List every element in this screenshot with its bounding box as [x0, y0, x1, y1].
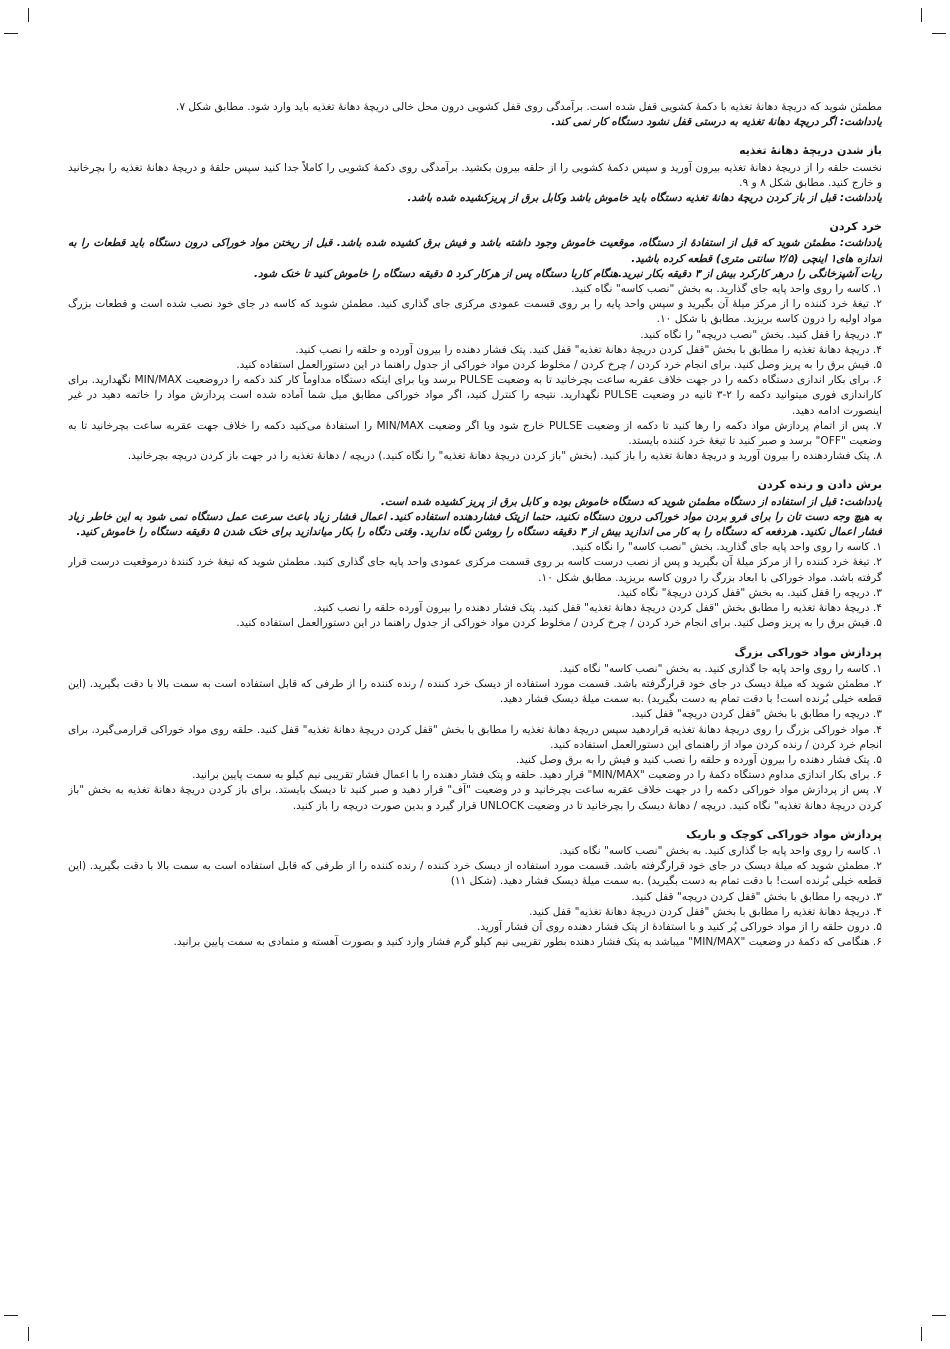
chopping-note: یادداشت: مطمئن شوید که قبل از استفادهٔ از دستگاه، موقعیت خاموش وجود داشته باشد و فیش برق کشیده شده باشد. قبل از ریختن مواد خوراکی درون دستگاه باید قطعات را به اندازه های۱ اینچی (۲/۵ سانتی متری) قطعه کرده باشید.: [68, 237, 882, 265]
intro-note: یادداشت: اگر دریچهٔ دهانهٔ تغذیه به درستی قفل نشود دستگاه کار نمی کند.: [551, 116, 882, 129]
crop-mark: [932, 1315, 946, 1316]
step-item: ۱. کاسه را روی واحد پایه جا گذاری کنید. به بخش "نصب کاسه" نگاه کنید.: [559, 662, 882, 675]
crop-mark: [4, 1315, 18, 1316]
step-item: ۳. دریچه را مطابق با بخش "قفل کردن دریچه" قفل کنید.: [631, 890, 882, 903]
small-food-section: [68, 827, 882, 951]
step-item: ۶. برای بکار اندازی دستگاه دکمه را در جهت خلاف عقربه ساعت بچرخانید تا به وضعیت PULSE برسد ویا برای اینکه دستگاه مداوماً کار کند دکمه را دروضعیت MIN/MAX نگهدارید. برای کاراندازی فوری میتوانید دکمه را ۲-۳ ثانیه در وضعیت PULSE نگهدارید. نتیجه را کنترل کنید، اگر مواد خوراکی مطابق میل شما آماده شده است پردازش مواد را خاتمه دهید در غیر اینصورت ادامه دهید.: [68, 374, 882, 417]
open-feed-section: [68, 143, 882, 206]
section-heading: باز شدن دریچهٔ دهانهٔ تغذیه: [739, 144, 882, 158]
step-item: ۶. برای بکار اندازی مداوم دستگاه دکمهٔ را در وضعیت "MIN/MAX" قرار دهید. حلقه و پتک فشار دهنده را با اعمال فشار تقریبی نیم کیلو به سمت پایین برانید.: [192, 769, 882, 782]
step-item: ۳. دریچه را مطابق با بخش "قفل کردن دریچه" قفل کنید.: [631, 708, 882, 721]
step-item: ۵. فیش برق را به پریز وصل کنید. برای انجام خرد کردن / چرخ کردن / مخلوط کردن مواد خوراکی از جدول راهنما در این دستورالعمل استفاده کنید.: [236, 617, 882, 630]
step-item: ۷. پس از پردازش مواد خوراکی دکمه را در جهت خلاف عقربه ساعت بچرخانید و در وضعیت "آف" قرار دهید و صبر کنید تا دیسک بایستد. برای باز کردن دریچهٔ دهانهٔ تغذیه به بخش "باز کردن دریچهٔ دهانهٔ تغذیه" نگاه کنید. دریچه / دهانهٔ دیسک را بچرخانید تا در وضعیت UNLOCK قرار گیرد و بدین صورت دریچه را باز کنید.: [68, 784, 882, 812]
slicing-note: یادداشت: قبل از استفاده از دستگاه مطمئن شوید که دستگاه خاموش بوده و کابل برق از پریز کشیده شده است.: [380, 495, 882, 508]
open-feed-note: یادداشت: قبل از باز کردن دریچهٔ دهانهٔ تغذیه دستگاه باید خاموش باشد وکابل برق از پریزکشیده شده باشد.: [407, 192, 882, 205]
step-item: ۴. مواد خوراکی بزرگ را روی دریچهٔ دهانهٔ تغذیه قراردهید سپس دریچهٔ دهانهٔ تغذیه را مطابق با بخش "قفل کردن دریچهٔ دهانهٔ تغذیه" قفل کنید. حلقه روی مواد خوراکی قرارمی‌گیرد. برای انجام خرد کردن / رنده کردن مواد از راهنمای این دستورالعمل استفاده کنید.: [68, 723, 882, 751]
crop-mark: [921, 1327, 922, 1341]
step-item: ۳. دریچه را قفل کنید. به بخش "قفل کردن دریچهٔ" نگاه کنید.: [616, 586, 882, 599]
step-item: ۷. پس از اتمام پردازش مواد دکمه را رها کنید تا دکمه از وضعیت PULSE خارج شود ویا اگر وضعیت MIN/MAX را استفادهٔ می‌کنید دکمه را خلاف جهت عقربه ساعت بچرخانید تا به وضعیت "OFF" برسد و صبر کنید تا تیغهٔ خرد کننده بایستد.: [68, 419, 882, 448]
chopping-section: [68, 219, 882, 464]
step-item: ۴. دریچهٔ دهانهٔ تغذیه را مطابق با بخش "قفل کردن دریچهٔ دهانهٔ تغذیه" قفل کنید.: [529, 905, 882, 918]
section-heading: پردازش مواد خوراکی کوچک و باریک: [686, 827, 882, 841]
slicing-section: [68, 477, 882, 631]
step-item: ۶. هنگامی که دکمهٔ در وضعیت "MIN/MAX" میباشد به پتک فشار دهنده بطور تقریبی نیم کیلو گرم فشار وارد کنید و بصورت آهسته و متمادی به سمت پایین برانید.: [173, 936, 882, 949]
step-item: ۳. دریچهٔ را قفل کنید. بخش "نصب دریچه" را نگاه کنید.: [640, 328, 882, 341]
step-item: ۴. دریچهٔ دهانهٔ تغذیه را مطابق با بخش "قفل کردن دریچهٔ دهانهٔ تغذیه" قفل کنید. پتک فشار دهنده را بیرون آورده و حلقه را نصب کنید.: [295, 343, 882, 356]
crop-mark: [932, 33, 946, 34]
step-item: ۱. کاسه را روی واحد پایه جای گذارید. بخش "نصب کاسه" را نگاه کنید.: [571, 541, 882, 554]
step-item: ۱. کاسه را روی واحد پایه جای گذارید. به بخش "نصب کاسه" نگاه کنید.: [571, 283, 882, 296]
step-item: ۵. فیش برق را به پریز وصل کنید. برای انجام خرد کردن / چرخ کردن / مخلوط کردن مواد خوراکی از جدول راهنما در این دستورالعمل استفاده کنید.: [236, 359, 882, 372]
intro-section: [68, 100, 882, 130]
section-heading: برش دادن و رنده کردن: [757, 478, 882, 492]
step-item: ۲. تیغهٔ خرد کننده را از مرکز میلهٔ آن بگیرید و پس از نصب درست کاسه بر روی قسمت مرکزی عمودی واحد پایه جای گذاری کنید. مطمئن شوید که تیغهٔ خرد کنندهٔ درموقعیت درست قرار گرفته باشد. مواد خوراکی با ابعاد بزرگ را درون کاسه بریزید. مطابق شکل ۱۰.: [68, 556, 882, 584]
open-feed-text: نخست حلقه را از دریچهٔ دهانهٔ تغذیه بیرون آورید و سپس دکمهٔ کشویی را از حلقه بیرون بکشید. برآمدگی روی دکمهٔ کشویی را کاملاً جدا کنید سپس حلقهٔ و دریچهٔ دهانهٔ تغذیه را بچرخانید و خارج کنید. مطابق شکل ۸ و ۹.: [68, 161, 882, 189]
slicing-note-2: به هیچ وجه دست تان را برای فرو بردن مواد خوراکی درون دستگاه نکنید، حتما ازپتک فشاردهنده استفاده کنید. اعمال فشار زیاد باعث سرعت عمل دستگاه نمی شود به این خاطر زیاد فشار اعمال نکنید. هردفعه که دستگاه را به کار می اندازید بیش از ۳ دقیقه دستگاه را روشن نگاه ندارید. وقتی دتگاه را بکار میاندازید برای خنک شدن ۵ دقیقه دستگاه را خاموش کنید.: [68, 510, 882, 539]
crop-mark: [921, 8, 922, 22]
crop-mark: [4, 33, 18, 34]
intro-text: مطمئن شوید که دریچهٔ دهانهٔ تغذیه با دکمهٔ کشویی قفل شده است. برآمدگی روی قفل کشویی درون محل خالی دریچهٔ دهانهٔ تغذیه باید وارد شود. مطابق شکل ۷.: [175, 101, 882, 113]
step-item: ۲. تیغهٔ خرد کننده را از مرکز میلهٔ آن بگیرید و سپس واحد پایه را بر روی قسمت عمودی مرکزی جای گذاری کنید. مطمئن شوید که کاسه در جای خود نصب شده است و قطعات بزرگ مواد اولیه را درون کاسه بریزید. مطابق با شکل ۱۰.: [68, 298, 882, 326]
large-food-section: [68, 645, 882, 814]
crop-mark: [28, 1327, 29, 1341]
crop-mark: [28, 8, 29, 22]
step-item: ۴. دریچهٔ دهانهٔ تغذیه را مطابق بخش "قفل کردن دریچهٔ دهانهٔ تغذیه" قفل کنید. پتک فشار دهنده را بیرون آورده حلقه را نصب کنید.: [313, 602, 882, 615]
section-heading: پردازش مواد خوراکی بزرگ: [734, 645, 882, 659]
step-item: ۵. درون حلقه را از مواد خوراکی پُر کنید و با استفادهٔ از پتک فشار دهنده روی آن فشار آورید.: [476, 920, 882, 933]
section-heading: خرد کردن: [829, 220, 882, 234]
step-item: ۱. کاسه را روی واحد پایه جا گذاری کنید. به بخش "نصب کاسه" نگاه کنید.: [559, 844, 882, 857]
document-body: [68, 100, 882, 1309]
step-item: ۲. مطمئن شوید که میلهٔ دیسک در جای خود قرارگرفته باشد. قسمت مورد استفاده از دیسک خرد کننده / رنده کننده را از طرفی که قابل استفاده است به سمت بالا با دقت بگیرید. (این قطعه خیلی بُرنده است! با دقت تمام به دست بگیرید) .به سمت میلهٔ دیسک فشار دهید.: [68, 677, 882, 706]
step-item: ۸. پتک فشاردهنده را بیرون آورید و دریچهٔ دهانهٔ تغذیه را باز کنید. (بخش "باز کردن دریچهٔ دهانهٔ تغذیه" را نگاه کنید.) دریچه / دهانهٔ تغذیه را در جهت باز کردن دریچه بچرخانید.: [127, 450, 882, 463]
step-item: ۲. مطمئن شوید که میلهٔ دیسک در جای خود قرارگرفته باشد. قسمت مورد استفاده از دیسک خرد کننده / رنده کننده را از طرفی که قابل استفاده است به سمت بالا با دقت بگیرید. (این قطعه خیلی بُرنده است! با دقت تمام به دست بگیرید) .به سمت میلهٔ دیسک فشار دهید. (شکل ۱۱): [68, 860, 882, 888]
chopping-note-2: ربات آشپزخانگی را درهر کارکرد بیش از ۳ دقیقه بکار نبرید.هنگام کاربا دستگاه پس از هرکار کرد ۵ دقیقه دستگاه را خاموش کنید تا خنک شود.: [253, 267, 882, 280]
step-item: ۵. پتک فشار دهنده را بیرون آورده و حلقه را نصب کنید و فیش را به برق وصل کنید.: [515, 753, 882, 766]
